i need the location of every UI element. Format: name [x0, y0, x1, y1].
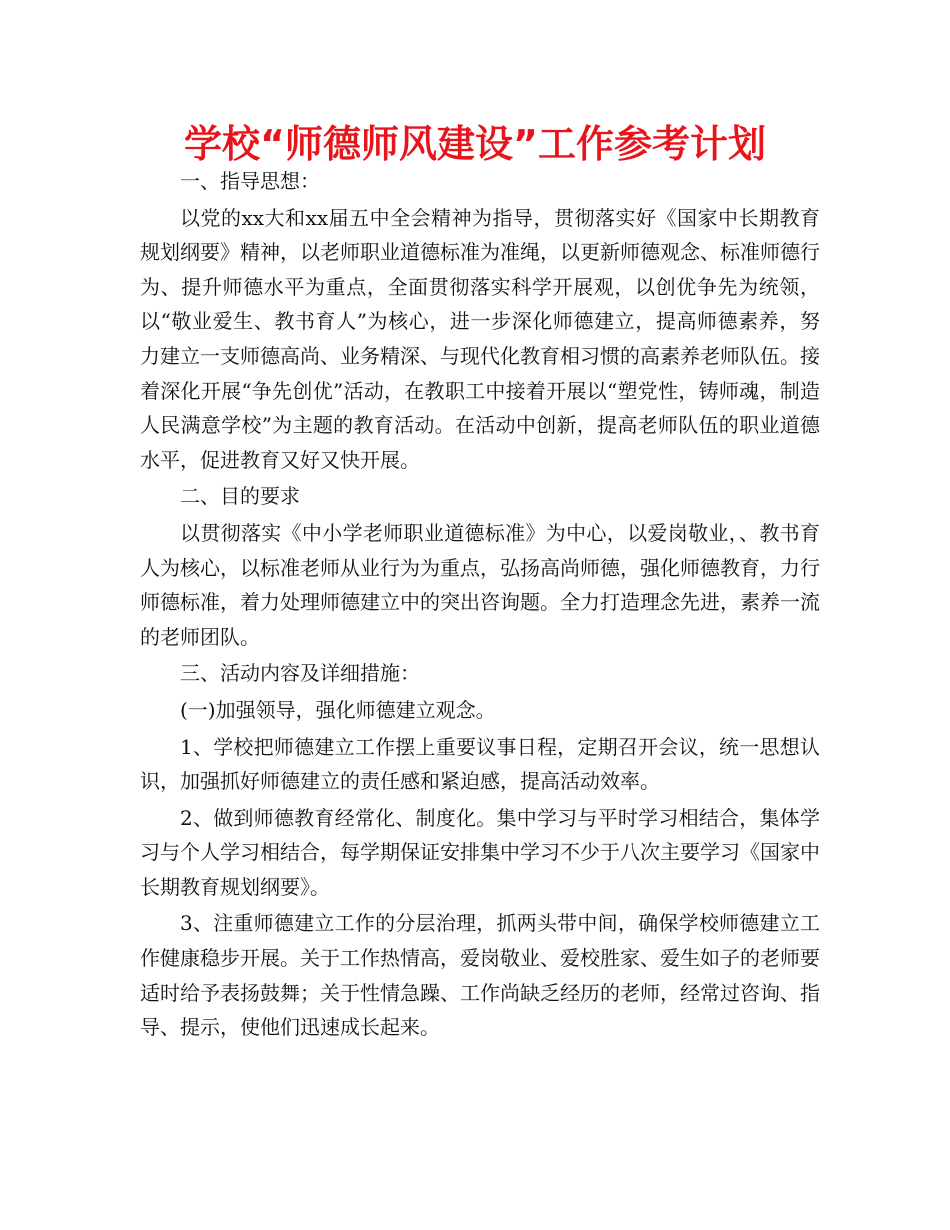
section-heading: 三、活动内容及详细措施： — [180, 661, 420, 686]
section-heading: 一、指导思想： — [180, 169, 320, 193]
paragraph: 2、做到师德教育经常化、制度化。集中学习与平时学习相结合，集体学习与个人学习相结合，每学期保证安排集中学习不少于八次主要学习《国家中长期教育规划纲要》。 — [140, 805, 820, 899]
section-heading: 二、目的要求 — [180, 484, 300, 509]
document-body — [140, 162, 820, 1045]
subsection-heading: (一)加强领导，强化师德建立观念。 — [180, 697, 496, 722]
document-title: 学校“师德师风建设”工作参考计划 — [184, 122, 766, 166]
paragraph: 1、学校把师德建立工作摆上重要议事日程，定期召开会议，统一思想认识，加强抓好师德建立的责任感和紧迫感，提高活动效率。 — [140, 734, 820, 794]
paragraph: 以党的xx大和xx届五中全会精神为指导，贯彻落实好《国家中长期教育规划纲要》精神，以老师职业道德标准为准绳，以更新师德观念、标准师德行为、提升师德水平为重点，全面贯彻落实科学开展观，以创优争先为统领，以“敬业爱生、教书育人”为核心，进一步深化师德建立，提高师德素养，努力建立一支师德高尚、业务精深、与现代化教育相习惯的高素养老师队伍。接着深化开展“争先创优”活动，在教职工中接着开展以“塑党性，铸师魂，制造人民满意学校”为主题的教育活动。在活动中创新，提高老师队伍的职业道德水平，促进教育又好又快开展。 — [140, 205, 820, 472]
paragraph: 3、注重师德建立工作的分层治理，抓两头带中间，确保学校师德建立工作健康稳步开展。关于工作热情高，爱岗敬业、爱校胜家、爱生如子的老师要适时给予表扬鼓舞；关于性情急躁、工作尚缺乏经历的老师，经常过咨询、指导、提示，使他们迅速成长起来。 — [140, 911, 820, 1040]
paragraph: 以贯彻落实《中小学老师职业道德标准》为中心，以爱岗敬业，、教书育人为核心，以标准老师从业行为为重点，弘扬高尚师德，强化师德教育，力行师德标准，着力处理师德建立中的突出咨询题。全力打造理念先进，素养一流的老师团队。 — [140, 520, 820, 649]
